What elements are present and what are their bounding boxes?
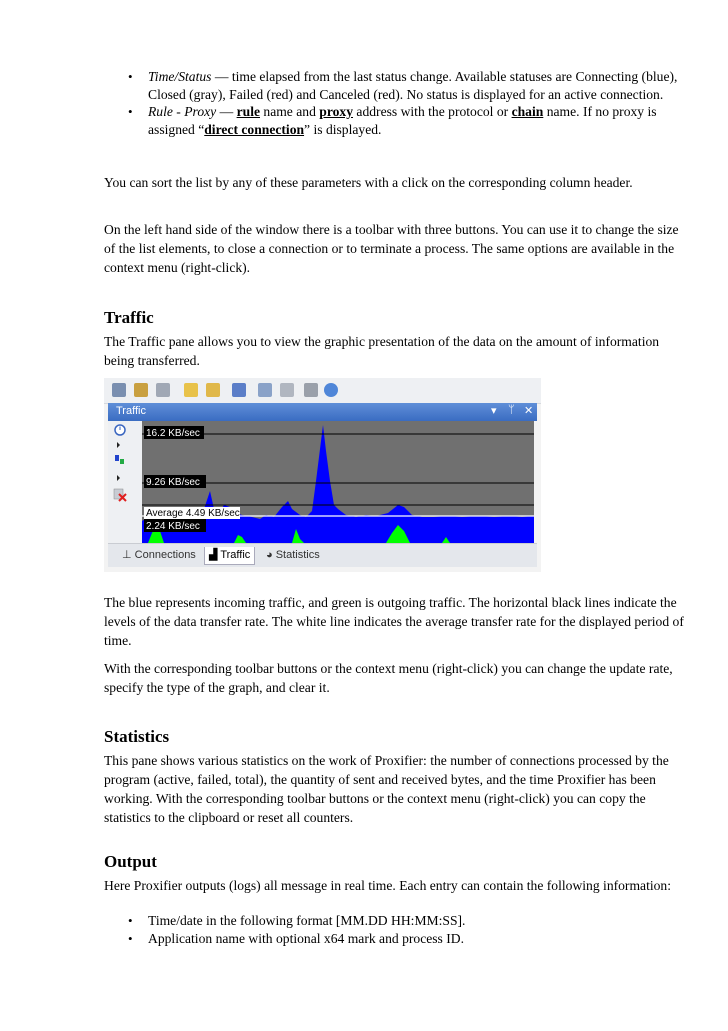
text-fragment: ” is displayed. <box>304 121 382 137</box>
side-toolbar-icons <box>108 421 142 543</box>
paragraph-traffic-colors: The blue represents incoming traffic, and green is outgoing traffic. The horizontal black lines indicate the levels of the data transfer rate. The white line indicates the average transfer rate for the displayed period of time. <box>104 595 684 648</box>
list-item-text: Application name with optional x64 mark and process ID. <box>148 930 464 946</box>
paragraph-traffic-controls: With the corresponding toolbar buttons or the context menu (right-click) you can change the update rate, specify the type of the graph, and clear it. <box>104 661 673 695</box>
traffic-side-toolbar <box>108 421 142 543</box>
link-proxy[interactable]: proxy <box>319 104 354 119</box>
rate-label-top: 16.2 KB/sec <box>146 428 200 439</box>
expand-arrow-icon[interactable] <box>117 442 120 448</box>
pin-icon[interactable]: ᛘ <box>508 404 515 416</box>
save-icon[interactable] <box>232 383 246 397</box>
list-item <box>104 930 694 948</box>
tab-label: Connections <box>134 549 196 561</box>
paragraph-traffic-intro: The Traffic pane allows you to view the graphic presentation of the data on the amount of information being transferred. <box>104 334 660 368</box>
term-time-status: Time/Status <box>148 69 212 84</box>
text-fragment: name and <box>260 104 320 119</box>
statistics-icon: ◕ <box>266 549 273 561</box>
traffic-icon: ▟ <box>209 549 218 561</box>
pane-title-bar <box>108 403 537 421</box>
heading-output: Output <box>104 852 157 871</box>
profile-icon[interactable] <box>134 383 148 397</box>
proxy-icon[interactable] <box>280 383 294 397</box>
list-item <box>104 912 694 930</box>
link-direct-connection[interactable]: direct connection <box>204 121 305 137</box>
list-item-rule-proxy <box>104 103 694 138</box>
print-icon[interactable] <box>304 383 318 397</box>
list-item-text: Time/date in the following format [MM.DD HH:MM:SS]. <box>148 913 466 928</box>
link-chain[interactable]: chain <box>511 104 544 119</box>
bullet-icon: • <box>128 930 133 946</box>
pane-title: Traffic <box>116 405 146 417</box>
open-icon[interactable] <box>184 383 198 397</box>
output-fields-list <box>104 912 694 947</box>
traffic-graph <box>142 421 534 543</box>
time-status-description: — time elapsed from the last status change. Available statuses are Connecting (blue), Closed (gray), Failed (red) and Canceled (red). No status is displayed for an active connection. <box>148 69 678 102</box>
rate-label-lower: 2.24 KB/sec <box>146 521 200 532</box>
tab-traffic[interactable] <box>204 547 255 565</box>
rules-icon[interactable] <box>258 383 272 397</box>
list-item-time-status <box>104 68 694 103</box>
paragraph-statistics: This pane shows various statistics on the work of Proxifier: the number of connections processed by the program (active, failed, total), the quantity of sent and received bytes, and the time Proxifier has been working. With the corresponding toolbar buttons or the context menu (right-click) you can copy the statistics to the clipboard or reset all counters. <box>104 753 669 825</box>
tab-label: Traffic <box>220 549 251 561</box>
text-fragment: — <box>216 104 237 119</box>
connections-icon: ⊥ <box>122 549 132 561</box>
traffic-pane-screenshot <box>104 378 541 572</box>
rate-label-middle: 9.26 KB/sec <box>146 477 200 488</box>
close-pane-icon[interactable]: ✕ <box>524 405 534 417</box>
list-icon[interactable] <box>112 383 126 397</box>
bullet-icon: • <box>128 913 133 928</box>
tab-statistics[interactable] <box>262 547 324 564</box>
connect-icon[interactable] <box>156 383 170 397</box>
column-description-list <box>104 68 694 138</box>
expand-arrow-icon[interactable] <box>117 475 120 481</box>
traffic-graph-canvas <box>142 421 534 543</box>
text-fragment: name. If no proxy is assigned “ <box>148 104 657 137</box>
graph-type-icon[interactable] <box>115 455 124 464</box>
term-rule-proxy: Rule - Proxy <box>148 104 217 119</box>
help-icon[interactable] <box>324 383 338 397</box>
tab-label: Statistics <box>275 549 320 561</box>
tab-connections[interactable] <box>118 547 200 564</box>
clear-graph-icon[interactable] <box>114 489 126 501</box>
pane-tabs <box>108 543 537 567</box>
bullet-icon: • <box>128 69 133 84</box>
update-rate-icon[interactable] <box>115 425 125 435</box>
bullet-icon: • <box>128 104 133 119</box>
heading-statistics: Statistics <box>104 727 170 746</box>
text-fragment: address with the protocol or <box>353 104 512 119</box>
link-rule[interactable]: rule <box>236 104 260 119</box>
pane-dropdown-icon[interactable]: ▾ <box>491 405 497 417</box>
paragraph-output: Here Proxifier outputs (logs) all message in real time. Each entry can contain the following information: <box>104 878 671 893</box>
paragraph-sort: You can sort the list by any of these parameters with a click on the corresponding column header. <box>104 175 633 190</box>
heading-traffic: Traffic <box>104 308 154 327</box>
app-toolbar <box>104 378 541 404</box>
average-rate-label: Average 4.49 KB/sec <box>146 508 240 519</box>
folder-icon[interactable] <box>206 383 220 397</box>
paragraph-toolbar: On the left hand side of the window there is a toolbar with three buttons. You can use it to change the size of the list elements, to close a connection or to terminate a process. The same options are available in the context menu (right-click). <box>104 222 679 275</box>
